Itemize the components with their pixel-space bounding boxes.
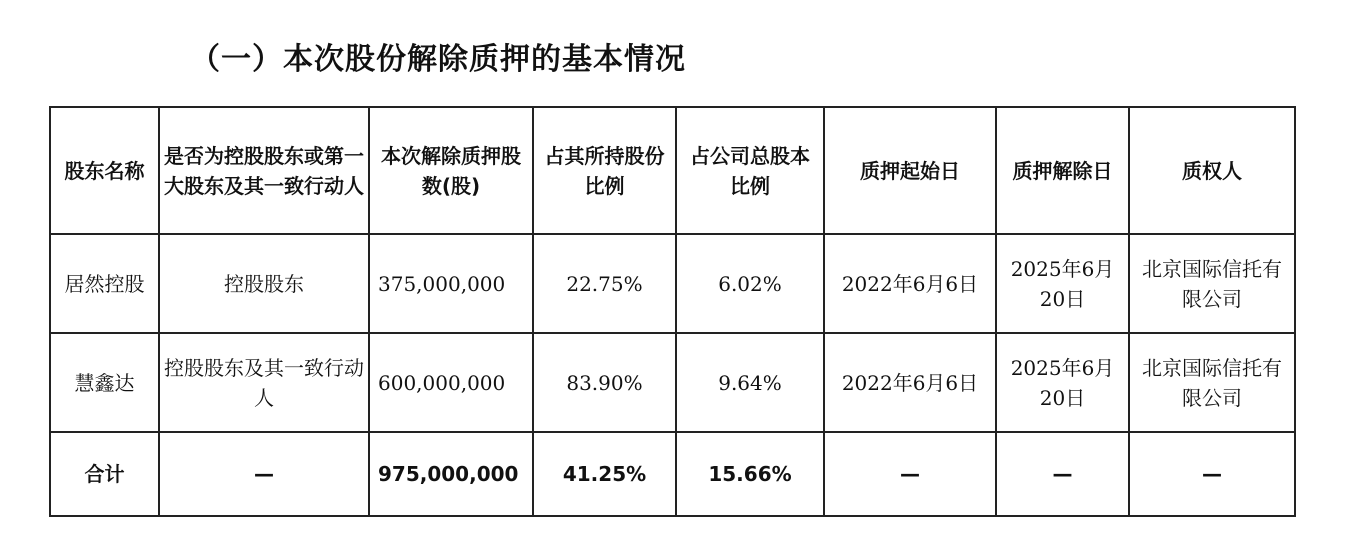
header-cell: 本次解除质押股数(股) xyxy=(369,107,533,234)
total-ratio-cell: 15.66% xyxy=(676,432,824,516)
shareholder-cell: 慧鑫达 xyxy=(50,333,159,432)
header-cell: 股东名称 xyxy=(50,107,159,234)
relation-cell: 控股股东 xyxy=(159,234,369,333)
shares-cell: 375,000,000 xyxy=(369,234,533,333)
holding-ratio-cell: 22.75% xyxy=(533,234,676,333)
total-shares-cell: 975,000,000 xyxy=(369,432,533,516)
header-cell: 质押起始日 xyxy=(824,107,996,234)
total-release-date-cell: — xyxy=(996,432,1129,516)
total-pledgee-cell: — xyxy=(1129,432,1295,516)
pledge-release-table xyxy=(49,106,1296,517)
total-ratio-cell: 9.64% xyxy=(676,333,824,432)
table-total-row xyxy=(50,432,1295,516)
header-cell: 是否为控股股东或第一大股东及其一致行动人 xyxy=(159,107,369,234)
total-start-date-cell: — xyxy=(824,432,996,516)
pledgee-cell: 北京国际信托有限公司 xyxy=(1129,333,1295,432)
shareholder-cell: 居然控股 xyxy=(50,234,159,333)
header-cell: 质押解除日 xyxy=(996,107,1129,234)
table-header-row xyxy=(50,107,1295,234)
total-holding-ratio-cell: 41.25% xyxy=(533,432,676,516)
holding-ratio-cell: 83.90% xyxy=(533,333,676,432)
release-date-cell: 2025年6月20日 xyxy=(996,333,1129,432)
total-ratio-cell: 6.02% xyxy=(676,234,824,333)
shares-cell: 600,000,000 xyxy=(369,333,533,432)
section-title: （一）本次股份解除质押的基本情况 xyxy=(190,42,686,77)
start-date-cell: 2022年6月6日 xyxy=(824,234,996,333)
total-relation-cell: — xyxy=(159,432,369,516)
header-cell: 占公司总股本比例 xyxy=(676,107,824,234)
start-date-cell: 2022年6月6日 xyxy=(824,333,996,432)
header-cell: 占其所持股份比例 xyxy=(533,107,676,234)
table-row xyxy=(50,333,1295,432)
relation-cell: 控股股东及其一致行动人 xyxy=(159,333,369,432)
release-date-cell: 2025年6月20日 xyxy=(996,234,1129,333)
total-label-cell: 合计 xyxy=(50,432,159,516)
pledgee-cell: 北京国际信托有限公司 xyxy=(1129,234,1295,333)
table-row xyxy=(50,234,1295,333)
header-cell: 质权人 xyxy=(1129,107,1295,234)
